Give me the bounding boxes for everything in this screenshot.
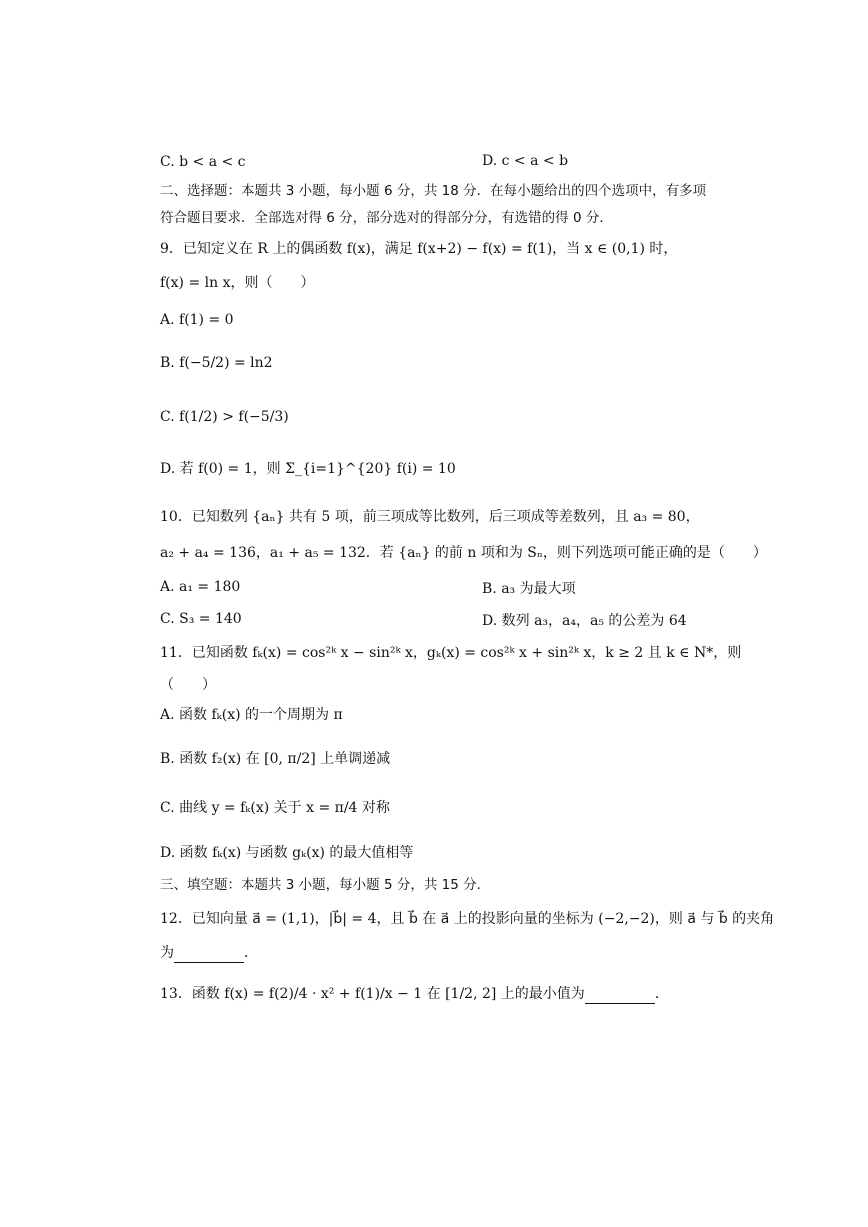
q8-option-d: D. c < a < b <box>482 153 569 169</box>
q9-stem-cont: f(x) = ln x，则（ ） <box>160 275 315 291</box>
q10-option-d: D. 数列 a₃，a₄，a₅ 的公差为 64 <box>482 613 687 629</box>
q9-option-b: B. f(−5/2) = ln2 <box>160 355 273 371</box>
q13-answer-blank[interactable] <box>585 985 655 1004</box>
q13-suffix: ． <box>654 986 669 1002</box>
q9-stem: 9．已知定义在 R 上的偶函数 f(x)，满足 f(x+2) − f(x) = f(1)，当 x ∈ (0,1) 时， <box>160 241 678 257</box>
q10-option-a: A. a₁ = 180 <box>160 579 241 595</box>
q13-prefix: 13．函数 f(x) = f(2)/4 · x² + f(1)/x − 1 在 [1/2, 2] 上的最小值为 <box>160 986 585 1002</box>
q12-stem-cont <box>160 944 258 963</box>
q12-suffix: ． <box>244 945 258 961</box>
q10-stem-cont: a₂ + a₄ = 136，a₁ + a₅ = 132．若 {aₙ} 的前 n 项和为 Sₙ，则下列选项可能正确的是（ ） <box>160 545 767 561</box>
q10-option-b: B. a₃ 为最大项 <box>482 581 576 597</box>
q11-option-b: B. 函数 f₂(x) 在 [0, π/2] 上单调递减 <box>160 751 391 767</box>
q9-option-d: D. 若 f(0) = 1，则 Σ_{i=1}^{20} f(i) = 10 <box>160 461 456 477</box>
q10-stem: 10．已知数列 {aₙ} 共有 5 项，前三项成等比数列，后三项成等差数列，且 a₃ = 80， <box>160 509 700 525</box>
q13-stem <box>160 985 669 1004</box>
q10-option-c: C. S₃ = 140 <box>160 611 242 627</box>
q9-option-a: A. f(1) = 0 <box>160 312 234 328</box>
q12-prefix: 为 <box>160 945 174 961</box>
q9-option-c: C. f(1/2) > f(−5/3) <box>160 409 289 425</box>
q12-answer-blank[interactable] <box>174 944 244 963</box>
q11-stem-cont: （ ） <box>160 677 216 693</box>
q11-option-c: C. 曲线 y = fₖ(x) 关于 x = π/4 对称 <box>160 800 390 816</box>
section3-heading: 三、填空题：本题共 3 小题，每小题 5 分，共 15 分． <box>160 877 491 893</box>
section2-heading-cont: 符合题目要求．全部选对得 6 分，部分选对的得部分分，有选错的得 0 分． <box>160 210 613 226</box>
section2-heading: 二、选择题：本题共 3 小题，每小题 6 分，共 18 分．在每小题给出的四个选项中，有多项 <box>160 183 707 199</box>
q11-stem: 11．已知函数 fₖ(x) = cos²ᵏ x − sin²ᵏ x，gₖ(x) = cos²ᵏ x + sin²ᵏ x，k ≥ 2 且 k ∈ N*，则 <box>160 645 742 661</box>
q11-option-d: D. 函数 fₖ(x) 与函数 gₖ(x) 的最大值相等 <box>160 845 414 861</box>
q8-option-c: C. b < a < c <box>160 154 246 170</box>
q11-option-a: A. 函数 fₖ(x) 的一个周期为 π <box>160 707 343 723</box>
q12-stem: 12．已知向量 a⃗ = (1,1)，|b⃗| = 4，且 b⃗ 在 a⃗ 上的投影向量的坐标为 (−2,−2)，则 a⃗ 与 b⃗ 的夹角 <box>160 911 775 927</box>
